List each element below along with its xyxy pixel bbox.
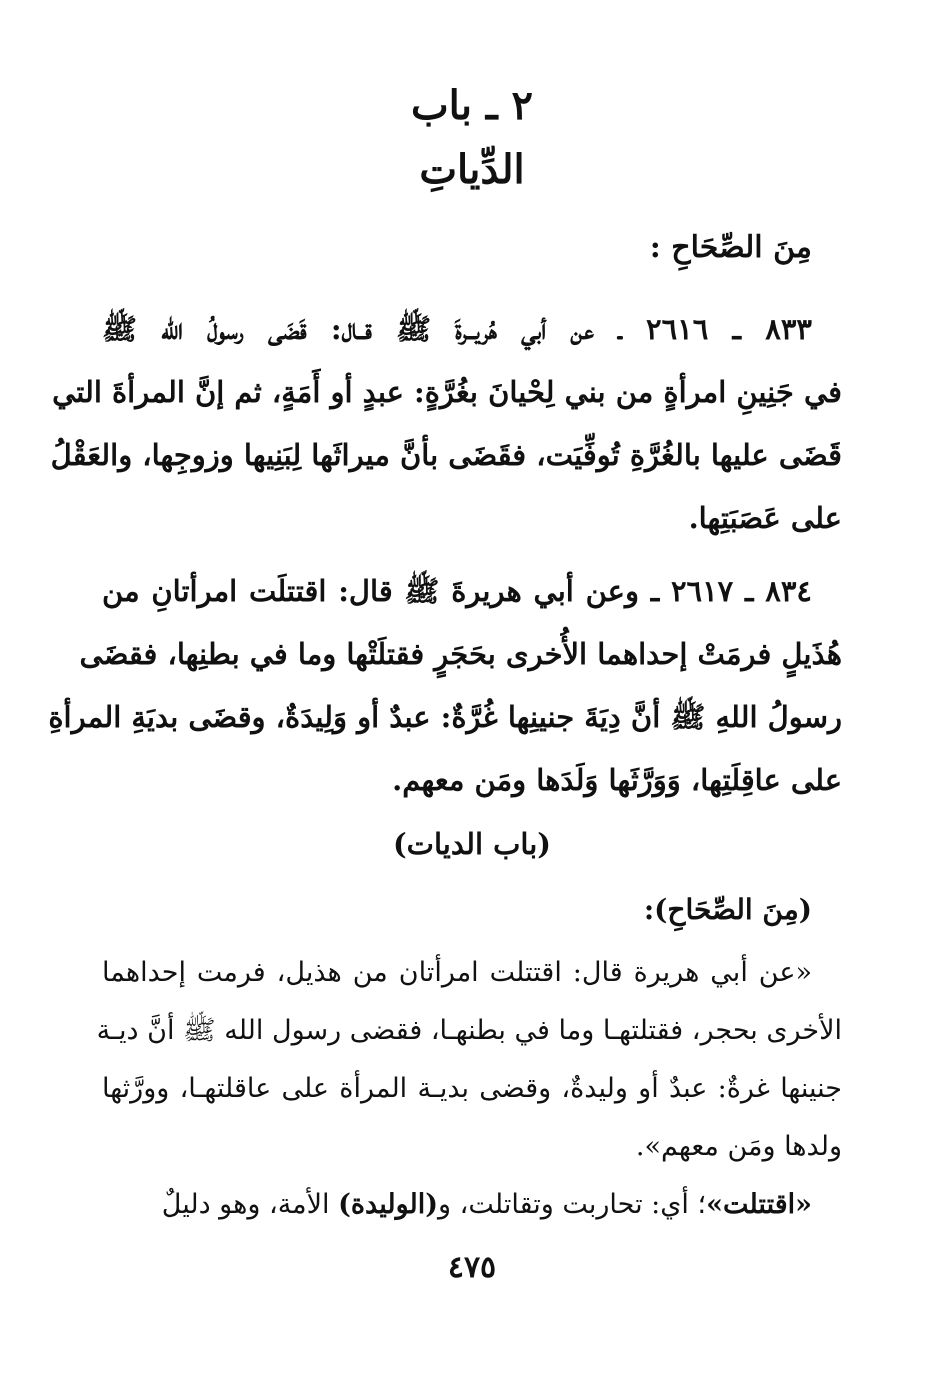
- commentary-note-line: [102, 1176, 842, 1234]
- commentary-quote-line: الأخرى بحجر، فقتلتهـا وما في بطنهـا، فقضى رسول الله ﷺ أنَّ ديـة: [96, 1015, 842, 1046]
- commentary-note: [102, 1176, 842, 1234]
- commentary-quote-line: ولدها ومَن معهم».: [635, 1131, 842, 1162]
- hadith-833: [50, 298, 842, 550]
- term-iqtatalat: «اقتتلت»: [706, 1189, 812, 1220]
- commentary-quote-line: جنينها غرةٌ: عبدٌ أو وليدةٌ، وقضى بديـة المرأة على عاقلتهـا، وورَّثها: [102, 1073, 842, 1104]
- hadith-834-line: ٨٣٤ ـ ٢٦١٧ ـ وعن أبي هريرةَ ﷺ قال: اقتتلَت امرأتانِ من: [102, 574, 812, 608]
- term-al-walida: (الوليدة): [338, 1189, 439, 1220]
- commentary-heading: (باب الديات): [392, 827, 552, 861]
- hadith-833-line: ٨٣٣ ـ ٢٦١٦ ـ عن أبي هُريــرةَ ﷺ قــال: قَضَى رسولُ الله ﷺ: [102, 312, 812, 346]
- hadith-833-line: في جَنِينِ امرأةٍ من بني لِحْيانَ بغُرَّةٍ: عبدٍ أو أَمَةٍ، ثم إنَّ المرأةَ التي: [52, 375, 842, 409]
- hadith-833-line: قَضَى عليها بالغُرَّةِ تُوفِّيَت، فقَضَى بأنَّ ميراثَها لِبَنِيها وزوجِها، والعَقْلُ: [50, 438, 842, 472]
- commentary-quote-line: «عن أبي هريرة قال: اقتتلت امرأتان من هذيل، فرمت إحداهما: [102, 957, 812, 988]
- note-text-1: ؛ أي: تحاربت وتقاتلت، و: [438, 1189, 707, 1220]
- commentary-section-sahah: (مِنَ الصِّحَاحِ):: [643, 893, 812, 926]
- hadith-833-line: على عَصَبَتِها.: [688, 501, 842, 535]
- section-heading-sahah: مِنَ الصِّحَاحِ :: [649, 230, 812, 265]
- chapter-number: ٢ ـ باب: [410, 82, 534, 129]
- page-number: ٤٧٥: [447, 1250, 497, 1285]
- commentary-quote: [96, 944, 842, 1176]
- hadith-834-line: رسولُ اللهِ ﷺ أنَّ دِيَةَ جنينِها غُرَّةٌ: عبدٌ أو وَلِيدَةٌ، وقضَى بديَةِ المرأةِ: [48, 700, 842, 734]
- note-text-2: الأمة، وهو دليلٌ: [161, 1189, 339, 1220]
- hadith-834-line: على عاقِلَتِها، وَوَرَّثَها وَلَدَها ومَن معهم.: [392, 763, 842, 797]
- hadith-834-line: هُذَيلٍ فرمَتْ إحداهما الأُخرى بحَجَرٍ فقتلَتْها وما في بطنِها، فقضَى: [79, 637, 842, 671]
- chapter-title: الدِّياتِ: [419, 146, 525, 193]
- hadith-834: [48, 560, 842, 812]
